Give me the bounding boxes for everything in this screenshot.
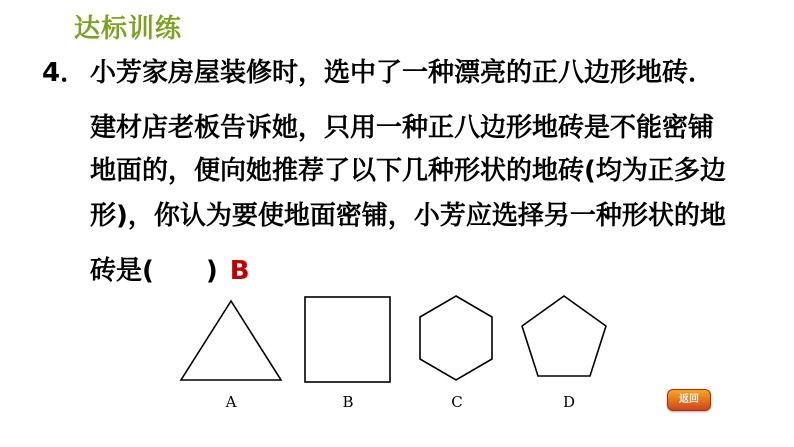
question-line-4: 形)，你认为要使地面密铺，小芳应选择另一种形状的地 [90, 201, 726, 231]
question-line-2: 建材店老板告诉她，只用一种正八边形地砖是不能密铺 [90, 113, 715, 143]
answer-text: B [229, 256, 250, 286]
figure-label-c: C [451, 393, 463, 411]
answer-suffix: ) [205, 256, 218, 286]
back-button[interactable]: 返回 [667, 389, 711, 411]
question-line-3: 地面的，便向她推荐了以下几种形状的地砖(均为正多边 [90, 156, 726, 186]
section-title: 达标训练 [74, 14, 183, 44]
question-number: 4． [42, 58, 87, 88]
question-line-1: 小芳家房屋装修时，选中了一种漂亮的正八边形地砖． [90, 58, 715, 88]
hexagon-figure [420, 296, 492, 380]
square-figure [305, 297, 390, 382]
answer-prefix: 砖是( [90, 256, 154, 286]
figure-label-d: D [562, 393, 576, 411]
figure-label-a: A [225, 393, 237, 411]
figure-label-b: B [342, 393, 354, 411]
pentagon-figure [522, 296, 606, 376]
triangle-figure [181, 301, 281, 380]
